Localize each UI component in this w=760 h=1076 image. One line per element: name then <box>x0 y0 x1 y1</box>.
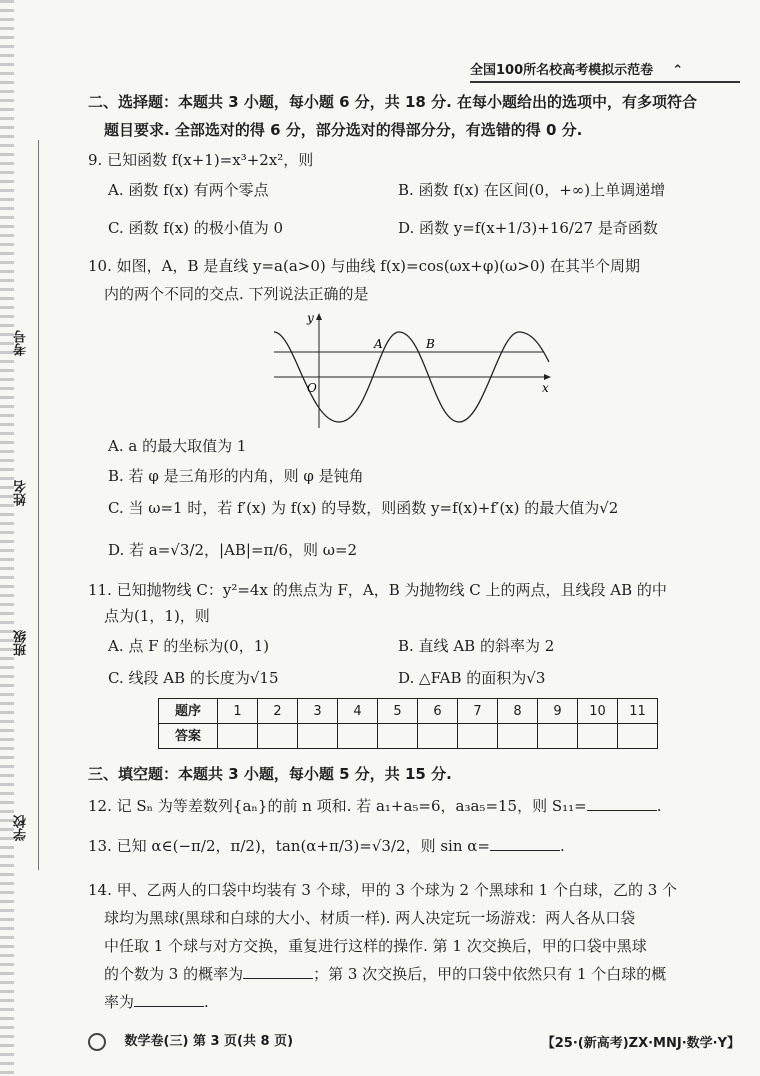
header-title: 全国100所名校高考模拟示范卷 <box>470 63 654 78</box>
q10-option-c: C. 当 ω=1 时，若 f′(x) 为 f(x) 的导数，则函数 y=f(x)+f′(x) 的最大值为√2 <box>108 499 619 517</box>
answer-table-answer-row <box>159 724 658 749</box>
answer-table-number: 10 <box>578 699 618 724</box>
answer-table-number: 5 <box>378 699 418 724</box>
answer-table-number: 3 <box>298 699 338 724</box>
point-a-label: A <box>374 337 383 351</box>
q14-answer-blank-2[interactable] <box>134 992 204 1007</box>
answer-cell[interactable] <box>218 724 258 749</box>
origin-label: O <box>307 381 317 395</box>
answer-table-number: 11 <box>618 699 658 724</box>
answer-table-number-row <box>159 699 658 724</box>
answer-cell[interactable] <box>618 724 658 749</box>
page-header <box>470 59 740 83</box>
section2-title-2: 题目要求. 全部选对的得 6 分，部分选对的得部分分，有选错的得 0 分. <box>104 121 583 139</box>
answer-table-number: 2 <box>258 699 298 724</box>
q14-line-3: 中任取 1 个球与对方交换，重复进行这样的操作. 第 1 次交换后，甲的口袋中黑球 <box>104 937 647 955</box>
q14-line-4 <box>104 964 666 985</box>
answer-table-number: 6 <box>418 699 458 724</box>
answer-cell[interactable] <box>258 724 298 749</box>
y-axis-arrow-icon <box>316 313 322 320</box>
binding-strip <box>0 0 14 1076</box>
q9-option-c: C. 函数 f(x) 的极小值为 0 <box>108 219 284 237</box>
answer-cell[interactable] <box>338 724 378 749</box>
school-label: 学校 <box>14 815 29 841</box>
footer-circle-icon <box>88 1033 106 1051</box>
cosine-graph <box>274 312 554 428</box>
q14-line-2: 球均为黑球(黑球和白球的大小、材质一样). 两人决定玩一场游戏：两人各从口袋 <box>104 909 636 927</box>
q14-answer-blank-1[interactable] <box>243 964 313 979</box>
answer-table-number: 7 <box>458 699 498 724</box>
q11-option-b: B. 直线 AB 的斜率为 2 <box>398 637 555 655</box>
answer-cell[interactable] <box>378 724 418 749</box>
q14-line-4b: ；第 3 次交换后，甲的口袋中依然只有 1 个白球的概 <box>313 965 667 983</box>
answer-table <box>158 698 658 749</box>
point-b-label: B <box>426 337 435 351</box>
q14-line-4a: 的个数为 3 的概率为 <box>104 965 244 983</box>
answer-cell[interactable] <box>298 724 338 749</box>
q12-answer-blank[interactable] <box>587 796 657 811</box>
answer-cell[interactable] <box>538 724 578 749</box>
q10-stem-2: 内的两个不同的交点. 下列说法正确的是 <box>104 285 369 303</box>
name-label: 姓名 <box>14 480 29 506</box>
q12-text: 12. 记 Sₙ 为等差数列{aₙ}的前 n 项和. 若 a₁+a₅=6，a₃a₅=15，则 S₁₁= . <box>88 797 662 815</box>
q9-option-b: B. 函数 f(x) 在区间(0，+∞)上单调递增 <box>398 181 666 199</box>
q11-stem-2: 点为(1，1)，则 <box>104 607 210 625</box>
q11-option-c: C. 线段 AB 的长度为√15 <box>108 669 279 687</box>
q14-line-1: 14. 甲、乙两人的口袋中均装有 3 个球，甲的 3 个球为 2 个黑球和 1 个白球，乙的 3 个 <box>88 881 678 899</box>
answer-table-number: 1 <box>218 699 258 724</box>
q13-answer-blank[interactable] <box>490 836 560 851</box>
q10-option-d: D. 若 a=√3/2，|AB|=π/6，则 ω=2 <box>108 541 358 559</box>
q10-option-a: A. a 的最大取值为 1 <box>108 437 247 455</box>
q9-stem: 9. 已知函数 f(x+1)=x³+2x²，则 <box>88 151 314 169</box>
x-axis-label: x <box>542 381 549 395</box>
section2-title-1: 二、选择题：本题共 3 小题，每小题 6 分，共 18 分. 在每小题给出的选项中，有多项符合 <box>88 93 698 111</box>
exam-number-label: 考号 <box>14 330 29 356</box>
q12-stem: 12. 记 Sₙ 为等差数列{aₙ}的前 n 项和. 若 a₁+a₅=6，a₃a₅=15，则 S₁₁= <box>88 797 587 815</box>
q10-option-b: B. 若 φ 是三角形的内角，则 φ 是钝角 <box>108 467 364 485</box>
q9-option-d: D. 函数 y=f(x+1/3)+16/27 是奇函数 <box>398 219 658 237</box>
header-arrow-icon: ⌃ <box>672 63 684 78</box>
q14-line-5-text: 率为 <box>104 993 135 1011</box>
answer-table-number: 9 <box>538 699 578 724</box>
answer-table-number: 4 <box>338 699 378 724</box>
section3-title: 三、填空题：本题共 3 小题，每小题 5 分，共 15 分. <box>88 765 452 783</box>
y-axis-label: y <box>307 312 314 325</box>
answer-cell[interactable] <box>578 724 618 749</box>
answer-table-number: 8 <box>498 699 538 724</box>
x-axis-arrow-icon <box>544 374 551 380</box>
class-label: 班级 <box>14 630 29 656</box>
q9-option-a: A. 函数 f(x) 有两个零点 <box>108 181 269 199</box>
q11-option-d: D. △FAB 的面积为√3 <box>398 669 546 687</box>
q13-text: 13. 已知 α∈(−π/2，π/2)，tan(α+π/3)=√3/2，则 sin α= . <box>88 837 565 855</box>
q14-line-5: 率为 . <box>104 993 209 1011</box>
answer-cell[interactable] <box>498 724 538 749</box>
answer-cell[interactable] <box>458 724 498 749</box>
q11-stem-1: 11. 已知抛物线 C：y²=4x 的焦点为 F，A，B 为抛物线 C 上的两点，且线段 AB 的中 <box>88 581 667 599</box>
binding-rule <box>38 140 39 870</box>
answer-cell[interactable] <box>418 724 458 749</box>
q13-stem: 13. 已知 α∈(−π/2，π/2)，tan(α+π/3)=√3/2，则 sin α= <box>88 837 490 855</box>
answer-table-header-number: 题序 <box>159 699 218 724</box>
footer-right: 【25·(新高考)ZX·MNJ·数学·Y】 <box>541 1036 740 1051</box>
q10-stem-1: 10. 如图，A，B 是直线 y=a(a>0) 与曲线 f(x)=cos(ωx+φ)(ω>0) 在其半个周期 <box>88 257 640 275</box>
q11-option-a: A. 点 F 的坐标为(0，1) <box>108 637 270 655</box>
footer-left: 数学卷(三) 第 3 页(共 8 页) <box>124 1034 294 1049</box>
page-footer <box>88 1030 740 1056</box>
answer-table-header-answer: 答案 <box>159 724 218 749</box>
